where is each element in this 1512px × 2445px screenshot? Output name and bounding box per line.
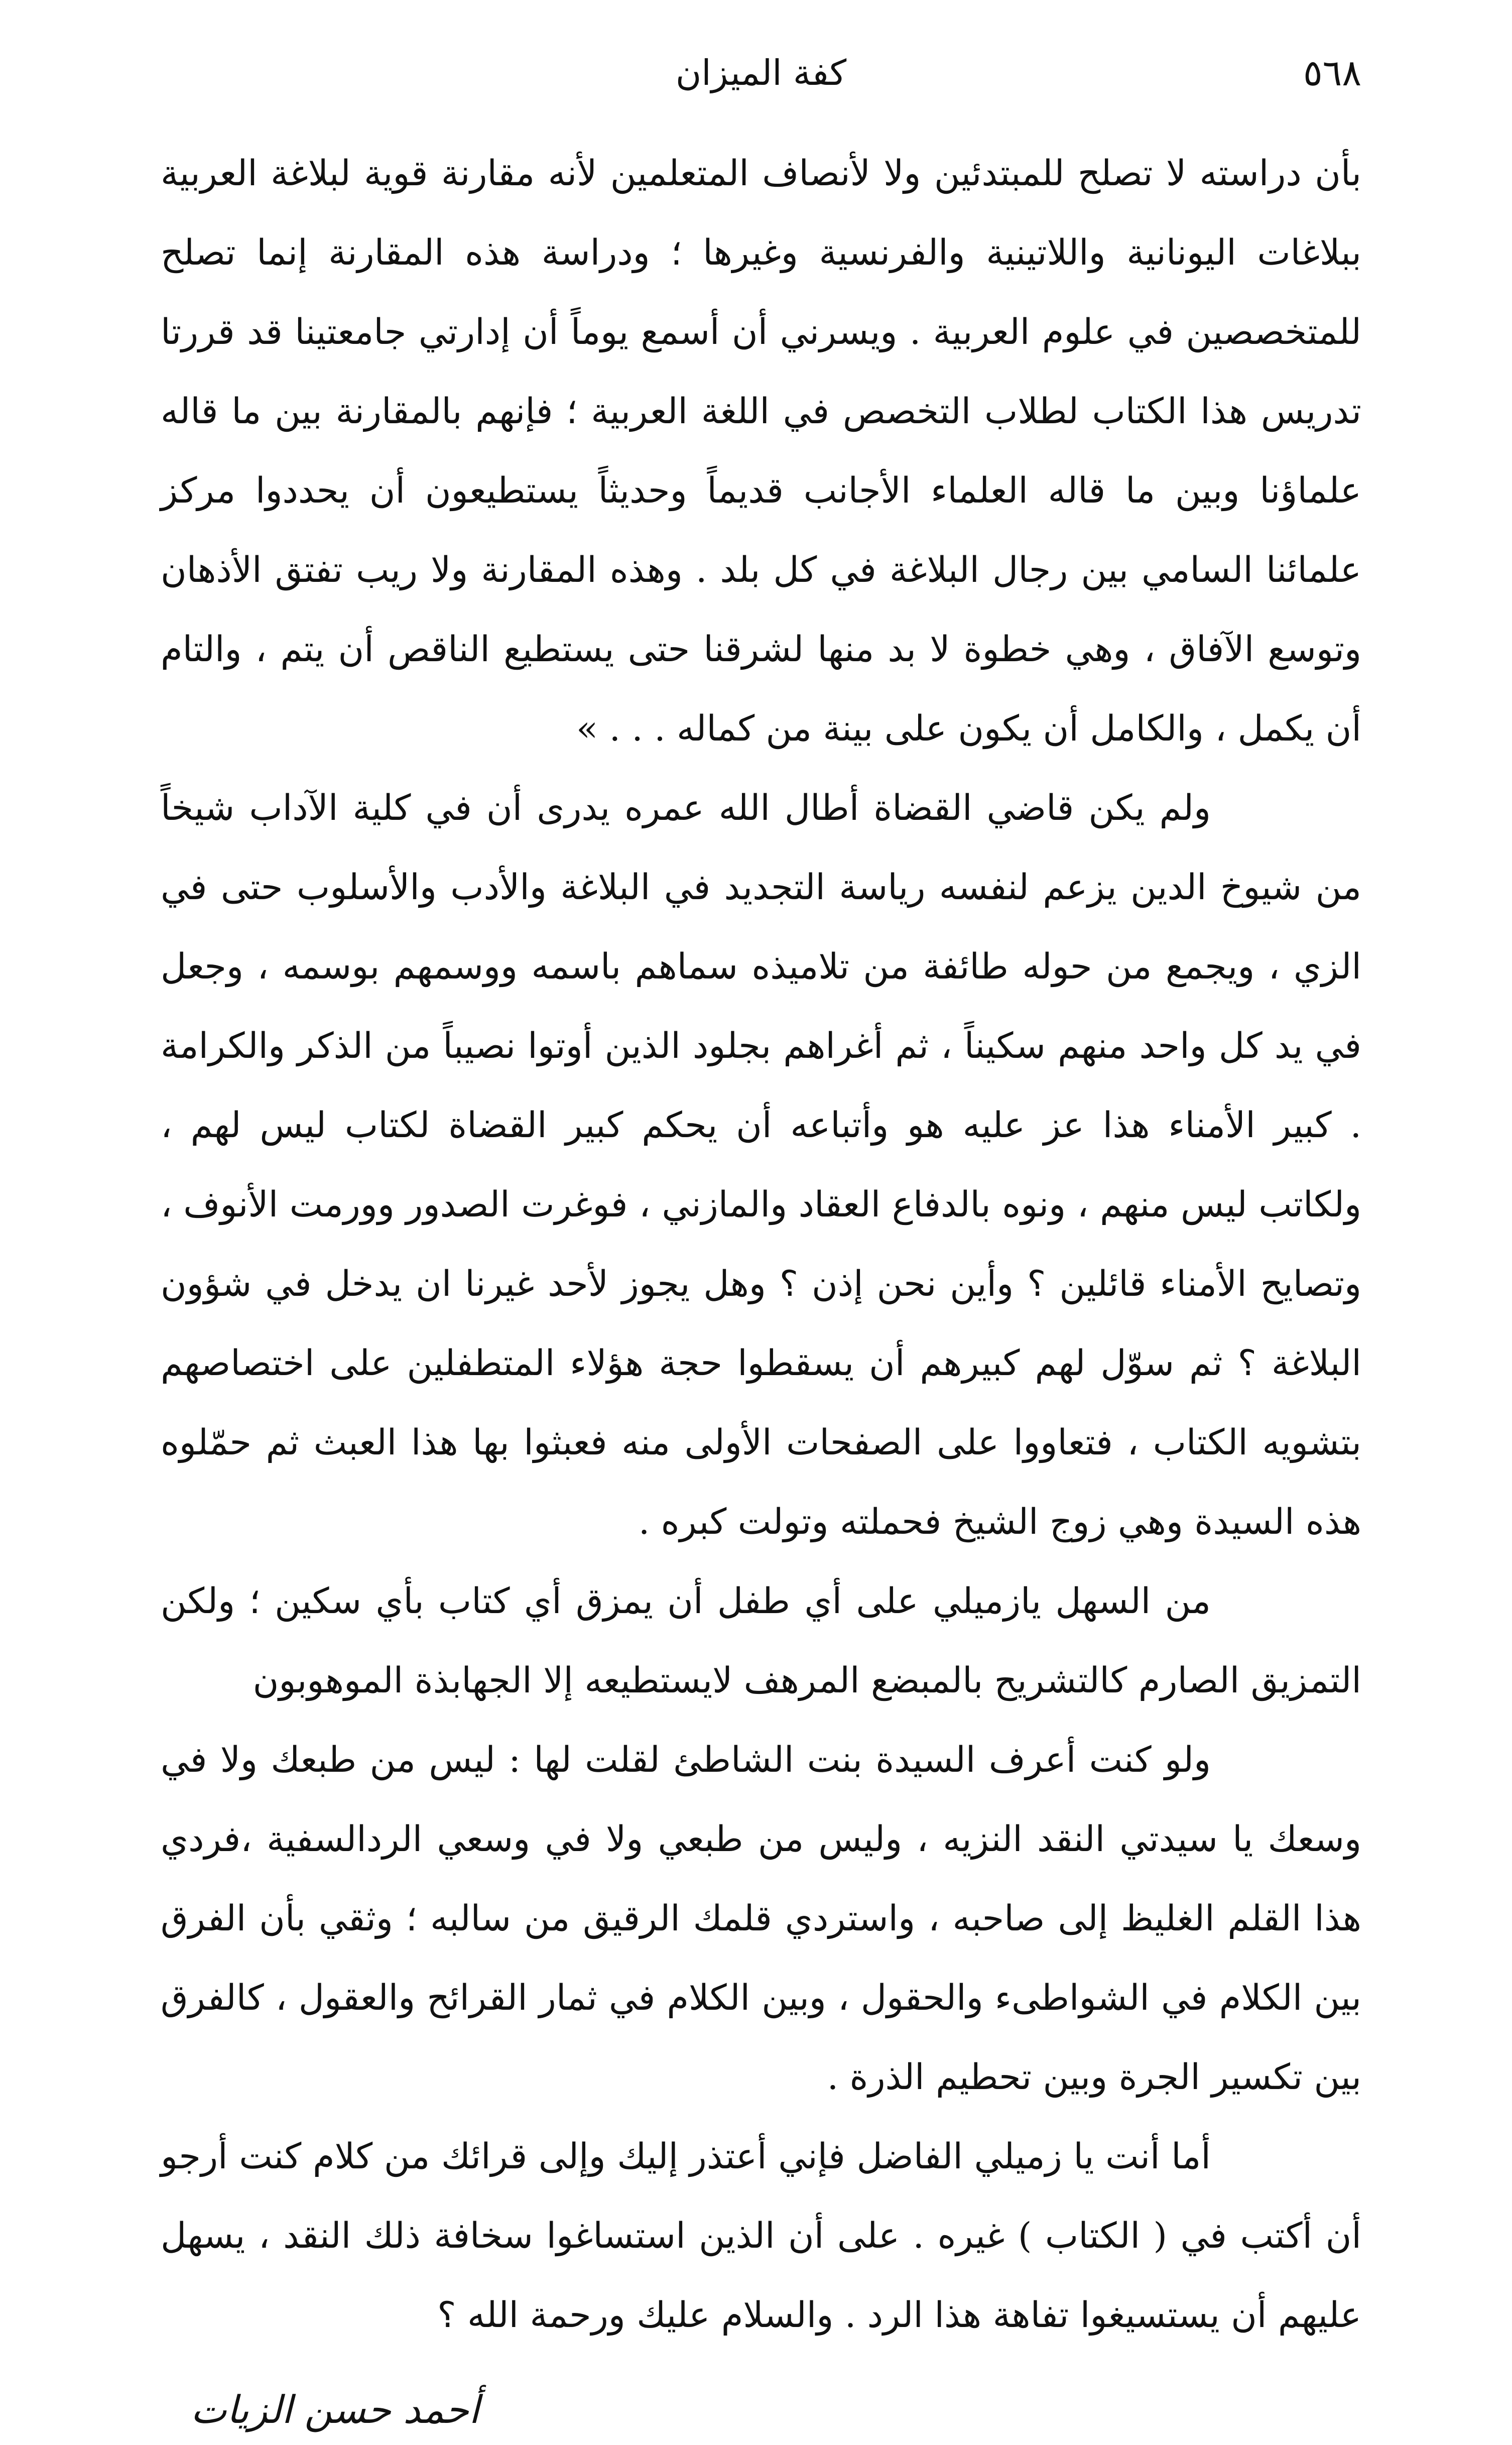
paragraph: من السهل يازميلي على أي طفل أن يمزق أي كتاب بأي سكين ؛ ولكن التمزيق الصارم كالتشريح بالمبضع المرهف لايستطيعه إلا الجهابذة الموهوبون <box>161 1580 1361 1701</box>
paragraph: ولم يكن قاضي القضاة أطال الله عمره يدرى أن في كلية الآداب شيخاً من شيوخ الدين يزعم لنفسه رياسة التجديد في البلاغة والأدب والأسلوب حتى في الزي ، ويجمع من حوله طائفة من تلاميذه سماهم باسمه ووسمهم بوسمه ، وجعل في يد كل واحد منهم سكيناً ، ثم أغراهم بجلود الذين أوتوا نصيباً من الذكر والكرامة . كبير الأمناء هذا عز عليه هو وأتباعه أن يحكم كبير القضاة لكتاب ليس لهم ، ولكاتب ليس منهم ، ونوه بالدفاع العقاد والمازني ، فوغرت الصدور وورمت الأنوف ، وتصايح الأمناء قائلين ؟ وأين نحن إذن ؟ وهل يجوز لأحد غيرنا ان يدخل في شؤون البلاغة ؟ ثم سوّل لهم كبيرهم أن يسقطوا حجة هؤلاء المتطفلين على اختصاصهم بتشويه الكتاب ، فتعاووا على الصفحات الأولى منه فعبثوا بها هذا العبث ثم حمّلوه هذه السيدة وهي زوج الشيخ فحملته وتولت كبره . <box>161 787 1361 1542</box>
running-title: كفة الميزان <box>675 52 847 93</box>
body-text <box>161 134 1361 2355</box>
paragraph: بأن دراسته لا تصلح للمبتدئين ولا لأنصاف المتعلمين لأنه مقارنة قوية لبلاغة العربية ببلاغات اليونانية واللاتينية والفرنسية وغيرها ؛ ودراسة هذه المقارنة إنما تصلح للمتخصصين في علوم العربية . ويسرني أن أسمع يوماً أن إدارتي جامعتينا قد قررتا تدريس هذا الكتاب لطلاب التخصص في اللغة العربية ؛ فإنهم بالمقارنة بين ما قاله علماؤنا وبين ما قاله العلماء الأجانب قديماً وحديثاً يستطيعون أن يحددوا مركز علمائنا السامي بين رجال البلاغة في كل بلد . وهذه المقارنة ولا ريب تفتق الأذهان وتوسع الآفاق ، وهي خطوة لا بد منها لشرقنا حتى يستطيع الناقص أن يتم ، والتام أن يكمل ، والكامل أن يكون على بينة من كماله . . . » <box>161 153 1361 749</box>
page-header <box>161 45 1361 105</box>
author-signature: أحمد حسن الزيات <box>191 2387 479 2432</box>
page-number: ٥٦٨ <box>1303 52 1361 94</box>
paragraph: ولو كنت أعرف السيدة بنت الشاطئ لقلت لها : ليس من طبعك ولا في وسعك يا سيدتي النقد النزيه ، وليس من طبعي ولا في وسعي الردالسفية ،فردي هذا القلم الغليظ إلى صاحبه ، واستردي قلمك الرقيق من سالبه ؛ وثقي بأن الفرق بين الكلام في الشواطىء والحقول ، وبين الكلام في ثمار القرائح والعقول ، كالفرق بين تكسير الجرة وبين تحطيم الذرة . <box>161 1739 1361 2098</box>
paragraph: أما أنت يا زميلي الفاضل فإني أعتذر إليك وإلى قرائك من كلام كنت أرجو أن أكتب في ( الكتاب ) غيره . على أن الذين استساغوا سخافة ذلك النقد ، يسهل عليهم أن يستسيغوا تفاهة هذا الرد . والسلام عليك ورحمة الله ؟ <box>161 2136 1361 2336</box>
